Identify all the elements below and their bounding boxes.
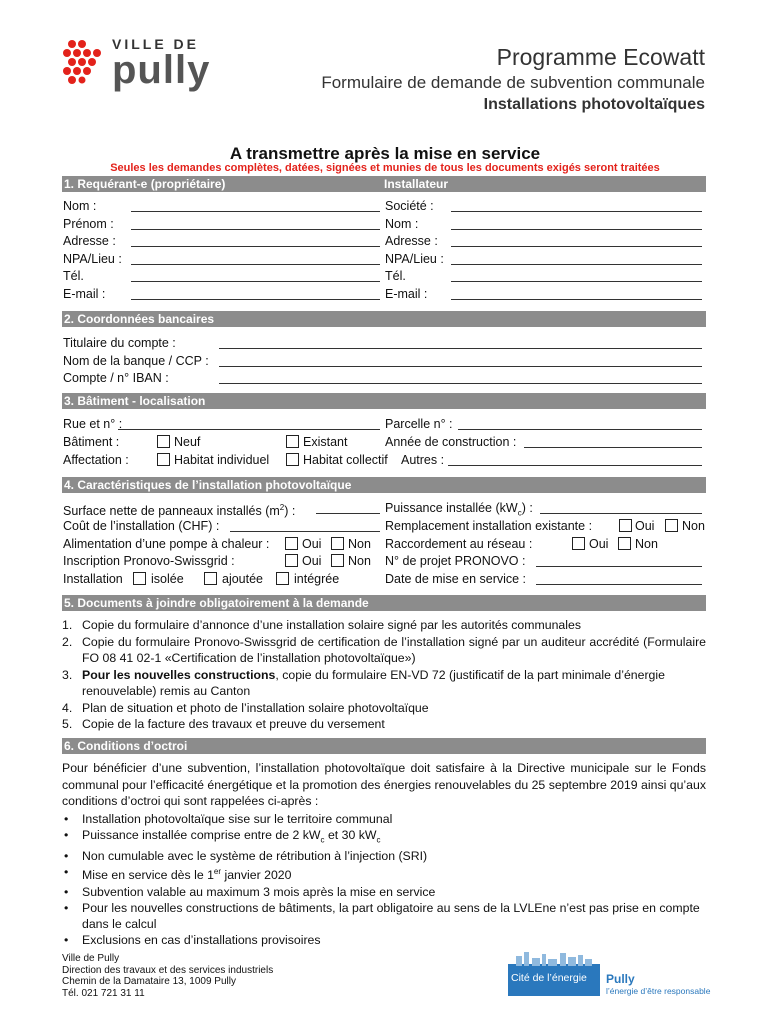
list-item: 1. Copie du formulaire d’annonce d’une installation solaire signé par les autorités communales [62, 618, 581, 632]
affectation-label: Affectation : [63, 453, 129, 467]
requerant-field[interactable] [131, 246, 380, 247]
remplacement-non-label: Non [682, 519, 705, 533]
section-4-title: 4. Caractéristiques de l’installation photovoltaïque [64, 478, 352, 492]
pompe-label: Alimentation d’une pompe à chaleur : [63, 537, 270, 551]
installateur-field[interactable] [451, 246, 702, 247]
list-item: • Mise en service dès le 1er janvier 2020 [64, 865, 292, 883]
section-2-title: 2. Coordonnées bancaires [64, 312, 215, 326]
neuf-checkbox[interactable] [157, 435, 170, 448]
requerant-field[interactable] [131, 264, 380, 265]
footer-city: Pully [606, 972, 635, 986]
pully-logo [112, 36, 211, 92]
bank-field[interactable] [219, 383, 702, 384]
integree-checkbox[interactable] [276, 572, 289, 585]
installateur-label: E-mail : [385, 287, 428, 301]
raccordement-non-checkbox[interactable] [618, 537, 631, 550]
surface-field[interactable] [316, 513, 380, 514]
parcelle-field[interactable] [458, 429, 702, 430]
isolee-label: isolée [151, 572, 184, 586]
requerant-field[interactable] [131, 299, 380, 300]
badge-text: Cité de l’énergie [511, 972, 587, 984]
integree-label: intégrée [294, 572, 340, 586]
remplacement-label: Remplacement installation existante : [385, 519, 593, 533]
section-2-header [62, 311, 706, 327]
remplacement-oui-checkbox[interactable] [619, 519, 632, 532]
cout-label: Coût de l’installation (CHF) : [63, 519, 220, 533]
batiment-label: Bâtiment : [63, 435, 120, 449]
inscription-oui-label: Oui [302, 554, 322, 568]
conditions-list [62, 811, 706, 948]
surface-label: Surface nette de panneaux installés $(m^2)$ : [63, 503, 296, 519]
installateur-label: Tél. [385, 269, 406, 284]
projet-label: N° de projet PRONOVO : [385, 554, 526, 568]
list-item: • Exclusions en cas d’installations provisoires [64, 932, 321, 947]
installateur-label: NPA/Lieu : [385, 251, 444, 266]
list-item: • Puissance installée comprise entre de 2 $kW_c$ et 30 $kW_c$ [64, 828, 381, 845]
section-4-header [62, 477, 706, 493]
requerant-label: Prénom : [63, 216, 114, 231]
footer-line: Ville de Pully [62, 953, 120, 964]
pompe-oui-checkbox[interactable] [285, 537, 298, 550]
main-title: A transmettre après la mise en service [229, 144, 541, 163]
requerant-label: E-mail : [63, 287, 106, 301]
section-3-header [62, 393, 706, 409]
section-1-header [62, 176, 706, 192]
raccordement-oui-checkbox[interactable] [572, 537, 585, 550]
bank-label: Titulaire du compte : [63, 336, 176, 350]
requerant-field[interactable] [131, 281, 380, 282]
section-5-header [62, 595, 706, 611]
conditions-intro: Pour bénéficier d’une subvention, l’installation photovoltaïque doit satisfaire à la Directive municipale sur le Fonds communal pour l’efficacité énergétique et la promotion des énergies renouvelables du 25 septembre 2019 ainsi qu’aux conditions d’octroi qui sont rappelées ci-après : [62, 761, 706, 808]
autres-label: Autres : [401, 453, 445, 467]
raccordement-oui-label: Oui [589, 537, 609, 551]
installateur-field[interactable] [451, 299, 702, 300]
isolee-checkbox[interactable] [133, 572, 146, 585]
installateur-field[interactable] [451, 264, 702, 265]
inscription-non-label: Non [348, 554, 371, 568]
raccordement-label: Raccordement au réseau : [385, 537, 533, 551]
remplacement-oui-label: Oui [635, 519, 655, 533]
bank-field[interactable] [219, 348, 702, 349]
list-item: • Subvention valable au maximum 3 mois après la mise en service [64, 884, 436, 899]
raccordement-non-label: Non [635, 537, 658, 551]
puissance-field[interactable] [540, 513, 702, 514]
autres-field[interactable] [448, 465, 702, 466]
installer-title: Installateur [384, 177, 449, 191]
section-1-title: 1. Requérant-e (propriétaire) [64, 177, 226, 191]
program-title: Programme Ecowatt [496, 44, 705, 70]
section-5-title: 5. Documents à joindre obligatoirement à la demande [64, 596, 369, 610]
installateur-field[interactable] [451, 281, 702, 282]
list-item: • Non cumulable avec le système de rétribution à l’injection (SRI) [64, 849, 428, 864]
remplacement-non-checkbox[interactable] [665, 519, 678, 532]
list-item: • Pour les nouvelles constructions de bâtiments, la part obligatoire au sens de la LVLEne n’est pas prise en compte dans le calcul [64, 900, 700, 931]
installateur-label: Société : [385, 199, 434, 213]
pompe-non-checkbox[interactable] [331, 537, 344, 550]
pompe-non-label: Non [348, 537, 371, 551]
cite-energie-logo [508, 950, 711, 998]
inscription-oui-checkbox[interactable] [285, 554, 298, 567]
inscription-non-checkbox[interactable] [331, 554, 344, 567]
list-item: 5. Copie de la facture des travaux et preuve du versement [62, 717, 385, 731]
section-3-title: 3. Bâtiment - localisation [64, 394, 206, 408]
date-mise-field[interactable] [536, 584, 702, 585]
requerant-label: NPA/Lieu : [63, 251, 122, 266]
bank-label: Compte / n° IBAN : [63, 371, 169, 385]
list-item: 3. Pour les nouvelles constructions, copie du formulaire EN-VD 72 (justificatif de la part minimale d’énergie renouvelable) remis au Canton [62, 667, 665, 698]
list-item: • Installation photovoltaïque sise sur le territoire communal [64, 812, 393, 826]
logo-ville-text: VILLE DE [112, 36, 200, 52]
section-6-title: 6. Conditions d’octroi [64, 739, 188, 753]
notice-text: Seules les demandes complètes, datées, signées et munies de tous les documents exigés seront traitées [110, 162, 660, 174]
ajoutee-label: ajoutée [222, 572, 264, 586]
footer-line: Direction des travaux et des services industriels [62, 964, 274, 976]
footer-line: Tél. 021 721 31 11 [62, 987, 145, 999]
pompe-oui-label: Oui [302, 537, 322, 551]
neuf-label: Neuf [174, 435, 201, 449]
puissance-label: Puissance installée $(kW_c)$ : [385, 501, 533, 518]
requerant-label: Tél. [63, 269, 84, 284]
installateur-label: Adresse : [385, 234, 438, 249]
rue-label: Rue et n° : [63, 417, 123, 431]
habitat-individuel-label: Habitat individuel [174, 453, 270, 467]
section-6-header [62, 738, 706, 754]
logo-pully-text: pully [112, 48, 211, 92]
requerant-field[interactable] [131, 229, 380, 230]
requerant-label: Nom : [63, 199, 97, 213]
existant-label: Existant [303, 435, 348, 449]
installateur-field[interactable] [451, 211, 702, 212]
footer-address [62, 953, 273, 999]
existant-checkbox[interactable] [286, 435, 299, 448]
parcelle-label: Parcelle n° : [385, 417, 453, 431]
installateur-field[interactable] [451, 229, 702, 230]
ajoutee-checkbox[interactable] [204, 572, 217, 585]
projet-field[interactable] [536, 566, 702, 567]
habitat-collectif-checkbox[interactable] [286, 453, 299, 466]
list-item: 2. Copie du formulaire Pronovo-Swissgrid de certification de l’installation signé par un auditeur accrédité (Formulaire FO 08 41 02-1 «Certification de l’installation photovoltaïque») [62, 634, 706, 665]
bank-field[interactable] [219, 366, 702, 367]
inscription-label: Inscription Pronovo-Swissgrid : [63, 554, 235, 568]
annee-label: Année de construction : [385, 435, 517, 449]
list-item: 4. Plan de situation et photo de l’installation solaire photovoltaïque [62, 700, 429, 715]
form-category: Installations photovoltaïques [483, 96, 705, 113]
requerant-field[interactable] [131, 211, 380, 212]
habitat-collectif-label: Habitat collectif [303, 453, 388, 467]
footer-tagline: l’énergie d’être responsable [606, 986, 711, 996]
annee-field[interactable] [524, 447, 702, 448]
documents-list [62, 617, 706, 733]
footer-line: Chemin de la Damataire 13, 1009 Pully [62, 976, 236, 987]
form-subtitle: Formulaire de demande de subvention communale [321, 73, 705, 92]
cout-field[interactable] [230, 531, 380, 532]
installateur-label: Nom : [385, 216, 419, 231]
habitat-individuel-checkbox[interactable] [157, 453, 170, 466]
installation-label: Installation [63, 572, 123, 586]
requerant-label: Adresse : [63, 234, 116, 249]
rue-field[interactable] [118, 429, 380, 430]
bank-label: Nom de la banque / CCP : [63, 353, 209, 368]
pully-logo-dots [62, 38, 106, 88]
date-mise-label: Date de mise en service : [385, 572, 527, 586]
